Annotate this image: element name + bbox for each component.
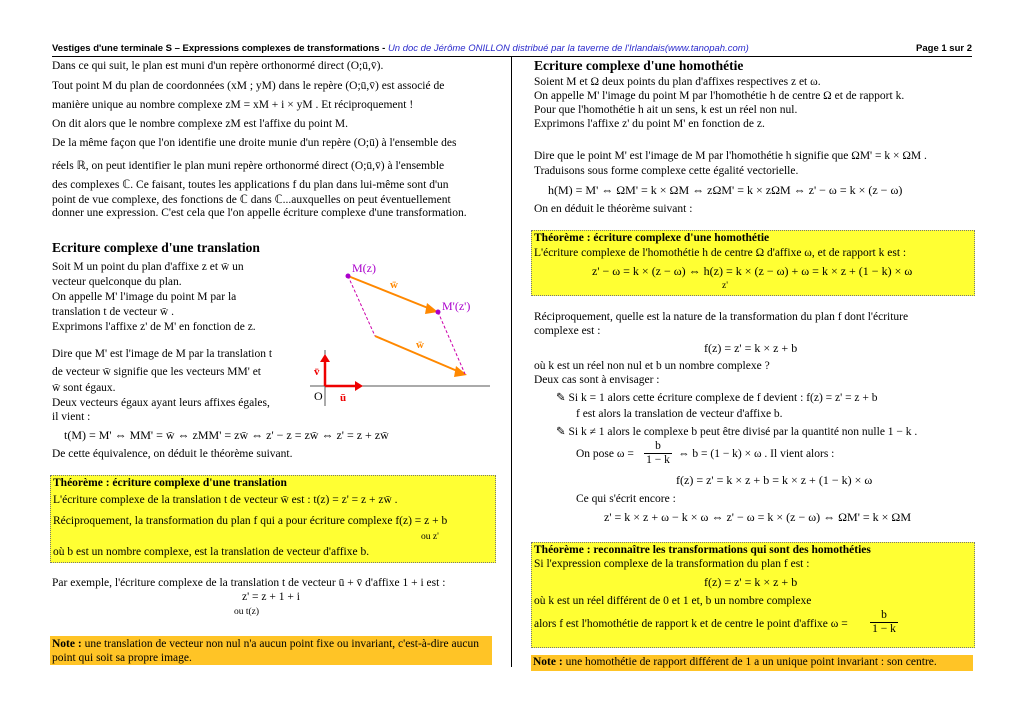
deduction-text: De cette équivalence, on déduit le théorème suivant. [52, 448, 293, 460]
label-M-prime: M'(z') [442, 299, 471, 313]
label-w-top: w̄ [390, 279, 398, 291]
homothety-text2: Traduisons sous forme complexe cette égalité vectorielle. [534, 165, 799, 177]
theorem-line: où k est un réel différent de 0 et 1 et, b un nombre complexe [534, 595, 812, 607]
homothety-text2: Dire que le point M' est l'image de M par l'homothétie h signifie que ΩM' = k × ΩM . [534, 150, 927, 162]
label-w-bottom: w̄ [416, 339, 424, 351]
label-u: ū [340, 392, 347, 404]
theorem-sub: z' [722, 281, 728, 291]
bullet-icon: ✎ [556, 426, 569, 438]
fraction-denominator: 1 − k [644, 453, 672, 467]
homothety-text: Exprimons l'affixe z' du point M' en fonction de z. [534, 118, 765, 130]
intro-line: des complexes ℂ. Ce faisant, toutes les applications f du plan dans lui-même sont d'un [52, 179, 449, 191]
label-v: v̄ [314, 366, 320, 378]
translation-theorem-box [50, 475, 496, 563]
case-1 [556, 390, 878, 404]
page-header [52, 43, 972, 57]
example-sub: ou t(z) [234, 607, 260, 617]
fraction [870, 609, 898, 636]
translation-note-box [50, 636, 492, 665]
translation-text: Exprimons l'affixe z' de M' en fonction de z. [52, 321, 256, 333]
example-text: Par exemple, l'écriture complexe de la translation t de vecteur ū + v̄ d'affixe 1 + i est : [52, 577, 446, 589]
header-title: Vestiges d'une terminale S – Expressions complexes de transformations - [52, 43, 388, 54]
case-2-pose2: ⇔ b = (1 − k) × ω . Il vient alors : [678, 448, 835, 460]
homothety-text: On appelle M' l'image du point M par l'homothétie h de centre Ω et de rapport k. [534, 90, 905, 102]
reciprocal-equation: f(z) = z' = k × z + b [704, 341, 798, 355]
translation-text2: w̄ sont égaux. [52, 382, 116, 394]
translation-text: On appelle M' l'image du point M par la [52, 291, 237, 303]
theorem-title: Théorème : écriture complexe d'une homothétie [534, 232, 770, 244]
theorem-title: Théorème : écriture complexe d'une translation [53, 477, 287, 489]
v-arrowhead [320, 354, 330, 362]
fraction-numerator: b [881, 609, 887, 621]
translation-text2: Deux vecteurs égaux ayant leurs affixes égales, [52, 397, 270, 409]
example-equation: z' = z + 1 + i [242, 591, 300, 603]
theorem-line: Si l'expression complexe de la transformation du plan f est : [534, 558, 810, 570]
page-number: Page 1 sur 2 [916, 43, 972, 54]
case-2-pose: On pose ω = [576, 448, 634, 460]
fraction-denominator: 1 − k [870, 622, 898, 636]
note-label: Note : [52, 638, 82, 650]
homothety-equation: h(M) = M' ⇔ ΩM' = k × ΩM ⇔ zΩM' = k × zΩM ⇔ z' − ω = k × (z − ω) [548, 183, 903, 197]
homothety-heading: Ecriture complexe d'une homothétie [534, 58, 744, 73]
intro-line: manière unique au nombre complexe zM = xM + i × yM . Et réciproquement ! [52, 99, 414, 111]
column-divider [511, 57, 512, 667]
homothety-text: Pour que l'homothétie h ait un sens, k est un réel non nul. [534, 104, 798, 116]
translation-text: vecteur quelconque du plan. [52, 276, 182, 288]
translation-text2: Dire que M' est l'image de M par la translation t [52, 348, 273, 360]
case-2-text: Si k ≠ 1 alors le complexe b peut être divisé par la quantité non nulle 1 − k . [568, 426, 918, 438]
translation-text: translation t de vecteur w̄ . [52, 306, 174, 318]
translation-text2: de vecteur w̄ signifie que les vecteurs MM' et [52, 366, 262, 378]
theorem-line: Réciproquement, la transformation du plan f qui a pour écriture complexe f(z) = z + b [53, 515, 448, 527]
reciprocal-text: où k est un réel non nul et b un nombre complexe ? [534, 360, 770, 372]
case-1-text: Si k = 1 alors cette écriture complexe de f devient : f(z) = z' = z + b [568, 392, 878, 404]
intro-line: Dans ce qui suit, le plan est muni d'un repère orthonormé direct (O;ū,v̄). [52, 60, 384, 72]
homothety-note-box [531, 655, 973, 671]
translation-text: Soit M un point du plan d'affixe z et w̄ un [52, 261, 244, 273]
theorem-sub: ou z' [421, 532, 439, 542]
reciprocal-text: Réciproquement, quelle est la nature de la transformation du plan f dont l'écriture [534, 311, 909, 323]
translation-diagram [300, 258, 495, 408]
point-M [346, 274, 351, 279]
intro-line: point de vue complexe, des fonctions de ℂ dans ℂ...auxquelles on peut éventuellement [52, 194, 451, 206]
theorem-line: L'écriture complexe de l'homothétie h de centre Ω d'affixe ω, et de rapport k est : [534, 247, 907, 259]
theorem-line: L'écriture complexe de la translation t de vecteur w̄ est : t(z) = z' = z + zw̄ . [53, 494, 398, 506]
note-body: une homothétie de rapport différent de 1 a un unique point invariant : son centre. [562, 656, 937, 668]
bullet-icon: ✎ [556, 392, 569, 404]
note-text [52, 637, 488, 665]
case-1b: f est alors la translation de vecteur d'affixe b. [576, 408, 783, 420]
header-credit[interactable]: Un doc de Jérôme ONILLON distribué par la taverne de l'Irlandais(www.tanopah.com) [387, 43, 749, 54]
encore-text: Ce qui s'écrit encore : [576, 493, 676, 505]
label-O: O [314, 389, 323, 403]
note-text [533, 656, 937, 668]
intro-line: Tout point M du plan de coordonnées (xM ; yM) dans le repère (O;ū,v̄) est associé de [52, 80, 445, 92]
note-body: une translation de vecteur non nul n'a aucun point fixe ou invariant, c'est-à-dire aucun point qui soit sa propre image. [52, 638, 479, 664]
homothety-text: Soient M et Ω deux points du plan d'affixes respectives z et ω. [534, 76, 821, 88]
case-2-equation: f(z) = z' = k × z + b = k × z + (1 − k) × ω [676, 473, 873, 487]
theorem-equation: f(z) = z' = k × z + b [704, 575, 798, 589]
intro-line: réels ℝ, on peut identifier le plan muni repère orthonormé direct (O;ū,v̄) à l'ensemble [52, 160, 445, 172]
encore-equation: z' = k × z + ω − k × ω ⇔ z' − ω = k × (z − ω) ⇔ ΩM' = k × ΩM [604, 510, 911, 524]
theorem-equation: z' − ω = k × (z − ω) ⇔ h(z) = k × (z − ω) + ω = k × z + (1 − k) × ω [592, 264, 913, 278]
theorem-title: Théorème : reconnaître les transformations qui sont des homothéties [534, 544, 871, 556]
deduce-text: On en déduit le théorème suivant : [534, 203, 693, 215]
note-label: Note : [533, 656, 563, 668]
intro-line: donner une expression. C'est cela que l'on appelle écriture complexe d'une transformation. [52, 207, 467, 219]
theorem-line: alors f est l'homothétie de rapport k et de centre le point d'affixe ω = [534, 618, 848, 630]
intro-line: On dit alors que le nombre complexe zM est l'affixe du point M. [52, 118, 349, 130]
fraction [644, 440, 672, 467]
reciprocal-text: Deux cas sont à envisager : [534, 374, 660, 386]
w-arrowhead-bottom [454, 366, 467, 377]
translation-heading: Ecriture complexe d'une translation [52, 240, 260, 255]
homothety-theorem-box [531, 230, 975, 296]
label-M: M(z) [352, 261, 376, 275]
fraction-numerator: b [655, 440, 661, 452]
point-M-prime [436, 310, 441, 315]
intro-line: De la même façon que l'on identifie une droite munie d'un repère (O;ū) à l'ensemble des [52, 137, 457, 149]
reciprocal-text: complexe est : [534, 325, 601, 337]
theorem-line: où b est un nombre complexe, est la translation de vecteur d'affixe b. [53, 546, 370, 558]
homothety-recognition-box [531, 542, 975, 648]
translation-equation: t(M) = M' ⇔ MM' = w̄ ⇔ zMM' = zw̄ ⇔ z' − z = zw̄ ⇔ z' = z + zw̄ [64, 428, 389, 442]
translation-text2: il vient : [52, 411, 91, 423]
u-arrowhead [355, 381, 363, 391]
case-2 [556, 424, 917, 438]
